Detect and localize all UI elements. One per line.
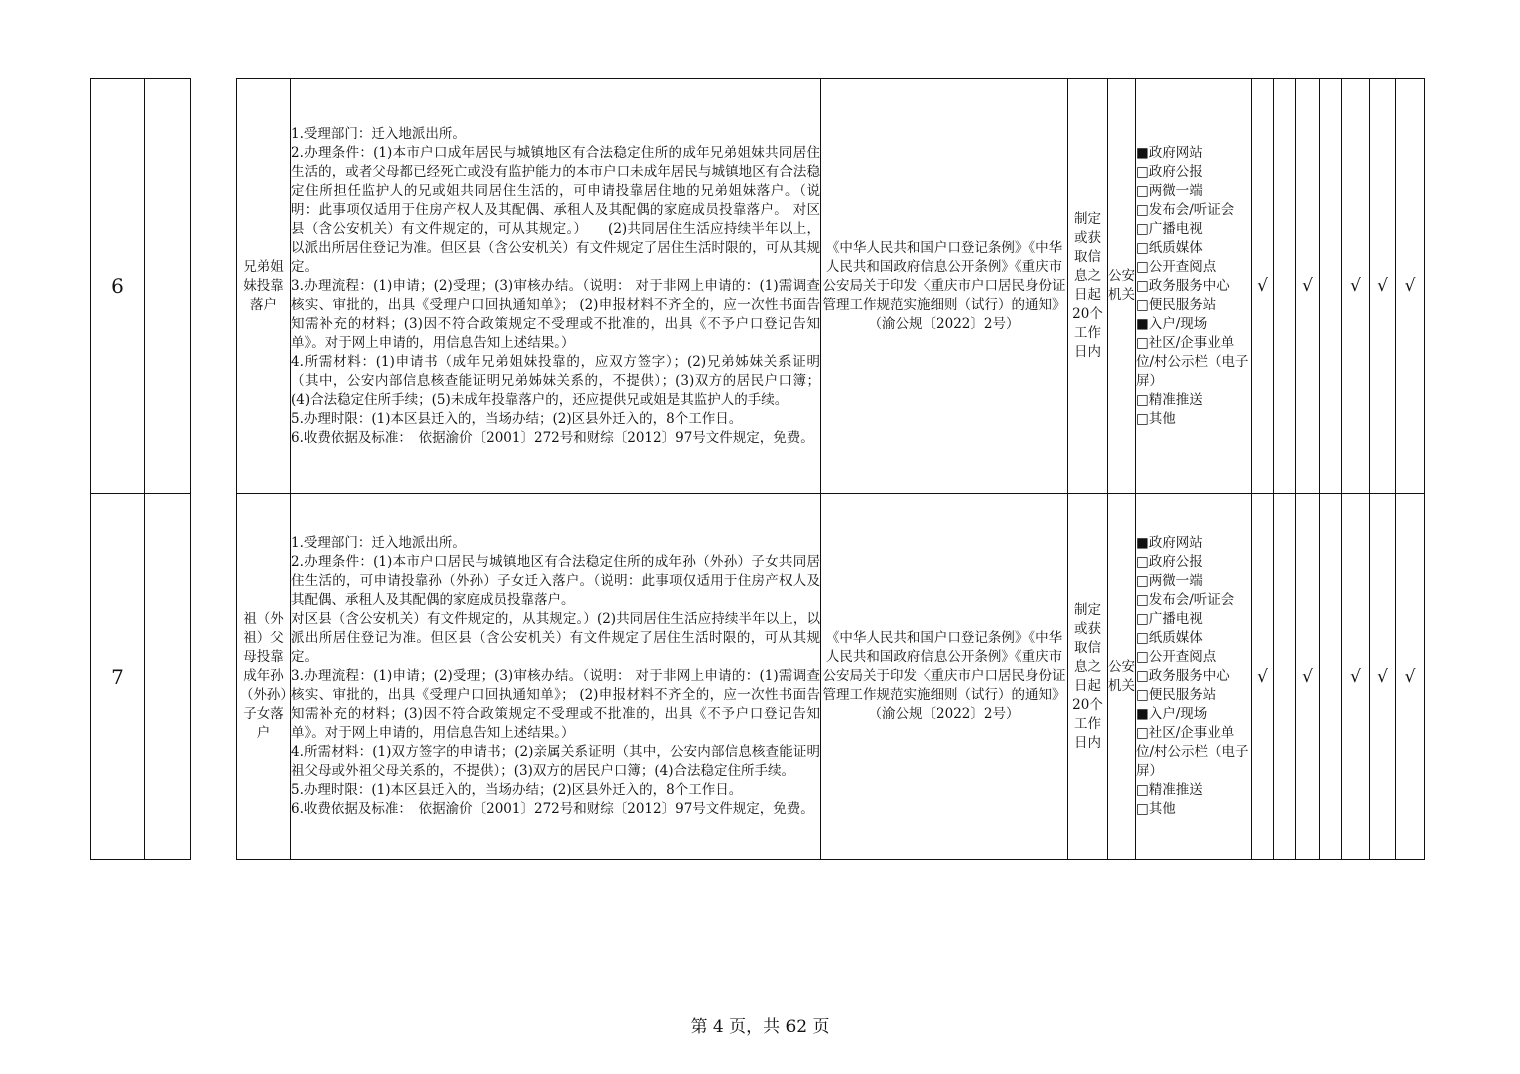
channel-item: □便民服务站 [1136, 687, 1217, 703]
channel-item: ■入户/现场 [1136, 706, 1208, 722]
row-number: 7 [91, 494, 145, 860]
channel-item: □广播电视 [1136, 611, 1203, 627]
time-limit: 制定或获取信息之日起20个工作日内 [1068, 79, 1108, 494]
channel-item: □公开查阅点 [1136, 649, 1217, 665]
check-mark: √ [1370, 79, 1396, 494]
check-mark: √ [1396, 494, 1425, 860]
blank-cell [145, 494, 191, 860]
content-line: 5.办理时限：(1)本区县迁入的，当场办结；(2)区县外迁入的，8个工作日。 [291, 410, 743, 427]
check-mark [1320, 79, 1342, 494]
time-limit: 制定或获取信息之日起20个工作日内 [1068, 494, 1108, 860]
check-mark: √ [1342, 494, 1370, 860]
disclosure-channels [1136, 79, 1252, 494]
check-mark: √ [1252, 79, 1274, 494]
content-line: 6.收费依据及标准： 依据渝价〔2001〕272号和财综〔2012〕97号文件规定，免费。 [291, 801, 814, 817]
table-row [91, 494, 1425, 860]
channel-item: □纸质媒体 [1136, 239, 1203, 256]
content-line: 6.收费依据及标准： 依据渝价〔2001〕272号和财综〔2012〕97号文件规定，免费。 [291, 429, 814, 446]
channel-item: □公开查阅点 [1136, 258, 1217, 275]
content-line: 4.所需材料：(1)双方签字的申请书；(2)亲属关系证明（其中，公安内部信息核查能证明祖父母或外祖父母关系的，不提供）；(3)双方的居民户口簿；(4)合法稳定住所手续。 [291, 744, 820, 779]
content-line: 2.办理条件：(1)本市户口成年居民与城镇地区有合法稳定住所的成年兄弟姐妹共同居住生活的，或者父母都已经死亡或没有监护能力的本市户口未成年居民与城镇地区有合法稳定住所担任监护人的兄或姐共同居住生活的，可申请投靠居住地的兄弟姐妹落户。（说明：此事项仅适用于住房产权人及其配偶、承租人及其配偶的家庭成员投靠落户。 对区县（含公安机关）有文件规定的，可从其规定。） (2)共同居住生活应持续半年以上，以派出所居住登记为准。但区县（含公安机关）有文件规定了居住生活时限的，可从其规定。 [291, 144, 820, 275]
organization: 公安机关 [1108, 494, 1136, 860]
channel-item: □发布会/听证会 [1136, 592, 1235, 608]
channel-item: □其他 [1136, 410, 1176, 427]
channel-item: □精准推送 [1136, 391, 1203, 408]
check-mark [1274, 494, 1296, 860]
channel-item: □社区/企事业单位/村公示栏（电子屏） [1136, 334, 1249, 389]
matter-name: 兄弟姐妹投靠落户 [237, 79, 291, 494]
table-row [91, 79, 1425, 494]
content-line: 3.办理流程：(1)申请；(2)受理；(3)审核办结。（说明： 对于非网上申请的：(1)需调查核实、审批的，出具《受理户口回执通知单》； (2)申报材料不齐全的，应一次性书面告知需补充的材料；(3)因不符合政策规定不受理或不批准的，出具《不予户口登记告知单》。对于网上申请的，用信息告知上述结果。） [291, 277, 820, 351]
channel-item: □精准推送 [1136, 782, 1203, 798]
content-line: 对区县（含公安机关）有文件规定的，从其规定。）(2)共同居住生活应持续半年以上，以派出所居住登记为准。但区县（含公安机关）有文件规定了居住生活时限的，可从其规定。 [291, 611, 820, 665]
channel-item: ■入户/现场 [1136, 315, 1208, 332]
content-line: 2.办理条件：(1)本市户口居民与城镇地区有合法稳定住所的成年孙（外孙）子女共同居住生活的，可申请投靠孙（外孙）子女迁入落户。（说明：此事项仅适用于住房产权人及其配偶、承租人及其配偶的家庭成员投靠落户。 [291, 554, 820, 608]
check-mark [1320, 494, 1342, 860]
content-line: 1.受理部门：迁入地派出所。 [291, 125, 466, 142]
channel-item: □其他 [1136, 801, 1176, 817]
matter-content [291, 79, 821, 494]
matter-name: 祖（外祖）父母投靠成年孙（外孙）子女落户 [237, 494, 291, 860]
table-body [91, 79, 1425, 860]
channel-item: □政务服务中心 [1136, 277, 1230, 294]
legal-basis: 《中华人民共和国户口登记条例》《中华人民共和国政府信息公开条例》《重庆市公安局关于印发〈重庆市户口居民身份证管理工作规范实施细则（试行）的通知》（渝公规〔2022〕2号） [821, 494, 1068, 860]
page-footer: 第 4 页，共 62 页 [690, 1017, 830, 1037]
check-mark [1274, 79, 1296, 494]
check-mark: √ [1396, 79, 1425, 494]
channel-item: □政务服务中心 [1136, 668, 1230, 684]
matter-content [291, 494, 821, 860]
row-number: 6 [91, 79, 145, 494]
channel-item: □政府公报 [1136, 163, 1203, 180]
organization: 公安机关 [1108, 79, 1136, 494]
channel-item: □广播电视 [1136, 220, 1203, 237]
blank-cell [191, 494, 237, 860]
channel-item: □便民服务站 [1136, 296, 1217, 313]
channel-item: □发布会/听证会 [1136, 201, 1235, 218]
blank-cell [145, 79, 191, 494]
blank-cell [191, 79, 237, 494]
check-mark: √ [1342, 79, 1370, 494]
content-line: 1.受理部门：迁入地派出所。 [291, 535, 466, 551]
channel-item: □政府公报 [1136, 554, 1203, 570]
check-mark: √ [1370, 494, 1396, 860]
channel-item: □社区/企事业单位/村公示栏（电子屏） [1136, 725, 1249, 779]
check-mark: √ [1296, 79, 1320, 494]
channel-item: □两微一端 [1136, 573, 1203, 589]
channel-item: □纸质媒体 [1136, 630, 1203, 646]
content-line: 3.办理流程：(1)申请；(2)受理；(3)审核办结。（说明： 对于非网上申请的：(1)需调查核实、审批的，出具《受理户口回执通知单》； (2)申报材料不齐全的，应一次性书面告知需补充的材料；(3)因不符合政策规定不受理或不批准的，出具《不予户口登记告知单》。对于网上申请的，用信息告知上述结果。） [291, 668, 820, 741]
channel-item: ■政府网站 [1136, 535, 1203, 551]
matters-table [90, 78, 1425, 860]
check-mark: √ [1296, 494, 1320, 860]
content-line: 4.所需材料：(1)申请书（成年兄弟姐妹投靠的，应双方签字）；(2)兄弟姊妹关系证明（其中，公安内部信息核查能证明兄弟姊妹关系的，不提供）；(3)双方的居民户口簿；(4)合法稳定住所手续；(5)未成年投靠落户的，还应提供兄或姐是其监护人的手续。 [291, 353, 820, 408]
disclosure-channels [1136, 494, 1252, 860]
legal-basis: 《中华人民共和国户口登记条例》《中华人民共和国政府信息公开条例》《重庆市公安局关于印发〈重庆市户口居民身份证管理工作规范实施细则（试行）的通知》（渝公规〔2022〕2号） [821, 79, 1068, 494]
content-line: 5.办理时限：(1)本区县迁入的，当场办结；(2)区县外迁入的，8个工作日。 [291, 782, 743, 798]
channel-item: □两微一端 [1136, 182, 1203, 199]
check-mark: √ [1252, 494, 1274, 860]
channel-item: ■政府网站 [1136, 144, 1203, 161]
